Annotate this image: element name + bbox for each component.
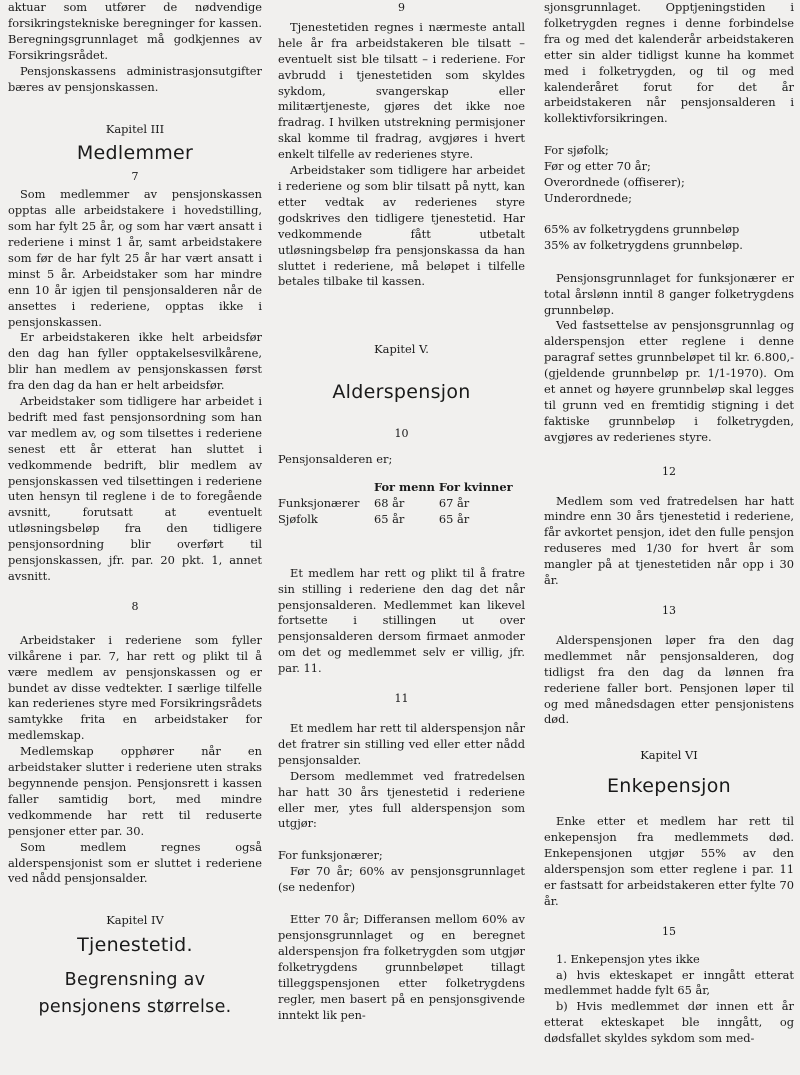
paragraph: Et medlem har rett til alderspensjon når det fratrer sin stilling ved eller etter nådd pensjonsalder. — [278, 721, 525, 767]
chapter-label: Kapitel VI — [640, 748, 698, 763]
paragraph: Arbeidstaker i rederiene som fyller vilkårene i par. 7, har rett og plikt til å være medlem av pensjonskassen og er bundet av disse vedtekter. I særlige tilfelle kan rederienes styre med Forsikringsrådets samtykke frita en arbeidstaker for medlemskap. — [8, 632, 262, 743]
column-2 — [278, 0, 525, 1023]
paragraph: Medlem som ved fratredelsen har hatt mindre enn 30 års tjenestetid i rederiene, får avkortet pensjon, idet den fulle pensjon reduseres med 1/30 for hvert år som mangler på at tjenestetiden når opp i 30 år. — [544, 493, 794, 588]
table-cell: 65 år — [374, 511, 405, 526]
paragraph: Som medlemmer av pensjonskassen opptas alle arbeidstakere i hovedstilling, som har fylt 25 år, og som har vært ansatt i rederiene i minst 1 år, samt arbeidstakere som før de har fylt 25 år har vært ansatt i minst 5 år. Arbeidstaker som har mindre enn 10 år igjen til pensjonsalderen når de ansettes i rederiene, opptas ikke i pensjonskassen. — [8, 187, 262, 329]
chapter-title: Enkepensjon — [607, 775, 731, 798]
paragraph: Etter 70 år; Differansen mellom 60% av pensjonsgrunnlaget og en beregnet alderspensjon fra folketrygden som utgjør folketrygdens grunnbeløpet tillagt tilleggspensjonen etter folketrygdens regler, men basert på en pensjonsgivende inntekt lik pen- — [278, 912, 525, 1022]
table-cell: 68 år — [374, 495, 405, 510]
list-item: a) hvis ekteskapet er inngått etterat medlemmet hadde fylt 65 år, — [544, 967, 794, 998]
section-number: 15 — [662, 924, 676, 938]
table-row — [278, 512, 517, 528]
paragraph: Er arbeidstakeren ikke helt arbeidsfør den dag han fyller opptakelsesvilkårene, blir han medlem av pensjonskassen først fra den dag da han er helt arbeidsfør. — [8, 330, 262, 393]
section-number: 7 — [131, 170, 139, 184]
paragraph: Som medlem regnes også alderspensjonist som er sluttet i rederiene ved nådd pensjonsalder. — [8, 839, 262, 886]
paragraph: 35% av folketrygdens grunnbeløp. — [544, 237, 743, 252]
paragraph: For funksjonærer; — [278, 848, 383, 863]
paragraph: Enke etter et medlem har rett til enkepensjon fra medlemmets død. Enkepensjonen utgjør 55% av den alderspensjon som etter reglene i par. 11 er fastsatt for arbeidstakeren etter fylte 70 år. — [544, 814, 794, 908]
column-3 — [544, 0, 794, 1047]
chapter-label: Kapitel III — [105, 122, 165, 137]
chapter-title: Alderspensjon — [332, 381, 471, 404]
table-header-men: For menn — [374, 480, 435, 495]
paragraph: Alderspensjonen løper fra den dag medlemmet når pensjonsalderen, dog tidligst fra den dag da lønnen fra rederiene faller bort. Pensjonen løper til og med månedsdagen etter pensjonistens død. — [544, 632, 794, 727]
chapter-title: Medlemmer — [76, 142, 194, 165]
table-cell: Funksjonærer — [278, 495, 360, 510]
chapter-title: Tjenestetid. — [77, 934, 193, 957]
section-number: 10 — [394, 427, 409, 441]
pension-age-table — [278, 480, 517, 528]
paragraph: sjonsgrunnlaget. Opptjeningstiden i folketrygden regnes i denne forbindelse fra og med det kalenderår arbeidstakeren etter sin alder tidligst kunne ha kommet med i folketrygden, og til og med kalenderåret forut for det år arbeidstakeren når pensjonsalderen i kollektivforsikringen. — [544, 0, 794, 126]
paragraph: Medlemskap opphører når en arbeidstaker slutter i rederiene uten straks begynnende pensjon. Pensjonsrett i kassen faller samtidig bort, med mindre vedkommende har rett til reduserte pensjoner etter par. 30. — [8, 744, 262, 838]
paragraph: Pensjonsalderen er; — [278, 452, 393, 467]
chapter-subtitle: pensjonens størrelse. — [38, 997, 232, 1018]
paragraph: Før 70 år; 60% av pensjonsgrunnlaget (se nedenfor) — [278, 864, 525, 895]
exclusion-list — [544, 952, 794, 1047]
section-number: 13 — [662, 604, 676, 617]
paragraph: Overordnede (offiserer); — [544, 175, 685, 190]
paragraph: Tjenestetiden regnes i nærmeste antall hele år fra arbeidstakeren ble tilsatt – eventuelt sist ble tilsatt – i rederiene. For avbrudd i tjenestetiden som skyldes sykdom, svangerskap eller militærtjeneste, gjøres det ikke noe fradrag. I hvilken utstrekning permisjoner skal komme til fradrag, avgjøres i hvert enkelt tilfelle av rederienes styre. — [278, 19, 525, 162]
table-cell: 65 år — [438, 511, 470, 526]
column-1 — [8, 0, 262, 1021]
table-header-women: For kvinner — [438, 480, 513, 495]
paragraph: Underordnede; — [544, 190, 632, 205]
paragraph: Et medlem har rett og plikt til å fratre sin stilling i rederiene den dag det når pensjonsalderen. Medlemmet kan likevel fortsette i stillingen ut over pensjonsalderen dersom firmaet anmoder om det og medlemmet selv er villig, jfr. par. 11. — [278, 565, 525, 676]
section-number: 9 — [398, 1, 405, 14]
table-cell: Sjøfolk — [278, 511, 318, 526]
paragraph: For sjøfolk; — [544, 143, 609, 158]
chapter-label: Kapitel V. — [374, 342, 429, 357]
chapter-label: Kapitel IV — [106, 913, 164, 928]
paragraph: Arbeidstaker som tidligere har arbeidet i rederiene og som blir tilsatt på nytt, kan etter vedtak av rederienes styre godskrives den tidligere tjenestetid. Har vedkommende fått utbetalt utløsningsbeløp fra pensjonskassa da han sluttet i rederiene, må beløpet i tilfelle betales tilbake til kassen. — [278, 163, 525, 289]
paragraph: 65% av folketrygdens grunnbeløp — [544, 221, 740, 236]
list-item: b) Hvis medlemmet dør innen ett år etterat ekteskapet ble inngått, og dødsfallet skyldes sykdom som med- — [544, 999, 794, 1046]
paragraph: Arbeidstaker som tidligere har arbeidet i bedrift med fast pensjonsordning som han var medlem av, og som tilsettes i rederiene senest ett år etterat han sluttet i vedkommende bedrift, blir medlem av pensjonskassen ved tilsettingen i rederiene uten hensyn til reglene i de to foregående avsnitt, forutsatt at eventuelt utløsningsbeløp fra den tidligere pensjonsordning blir overført til pensjonskassen, jfr. par. 20 pkt. 1, annet avsnitt. — [8, 394, 262, 583]
paragraph-admin: Pensjonskassens administrasjonsutgifter bæres av pensjonskassen. — [8, 63, 262, 94]
list-item: 1. Enkepensjon ytes ikke — [556, 951, 700, 966]
table-cell: 67 år — [438, 495, 470, 510]
paragraph-intro: aktuar som utfører de nødvendige forsikringstekniske beregninger for kassen. Beregningsgrunnlaget må godkjennes av Forsikringsrådet. — [8, 0, 262, 62]
paragraph: Dersom medlemmet ved fratredelsen har hatt 30 års tjenestetid i rederiene eller mer, ytes full alderspensjon som utgjør: — [278, 768, 525, 831]
paragraph: Pensjonsgrunnlaget for funksjonærer er total årslønn inntil 8 ganger folketrygdens grunnbeløp. — [544, 270, 794, 317]
table-row — [278, 496, 517, 512]
chapter-subtitle: Begrensning av — [64, 970, 206, 991]
paragraph: Ved fastsettelse av pensjonsgrunnlag og alderspensjon etter reglene i denne paragraf settes grunnbeløpet til kr. 6.800,- (gjeldende grunnbeløp pr. 1/1-1970). Om et annet og høyere grunnbeløp skal legges til grunn ved en fremtidig stigning i det faktiske grunnbeløp i folketrygden, avgjøres av rederienes styre. — [544, 318, 794, 444]
section-number: 12 — [662, 464, 676, 478]
section-number: 8 — [131, 599, 139, 613]
section-number: 11 — [394, 692, 409, 706]
paragraph: Før og etter 70 år; — [544, 159, 651, 174]
